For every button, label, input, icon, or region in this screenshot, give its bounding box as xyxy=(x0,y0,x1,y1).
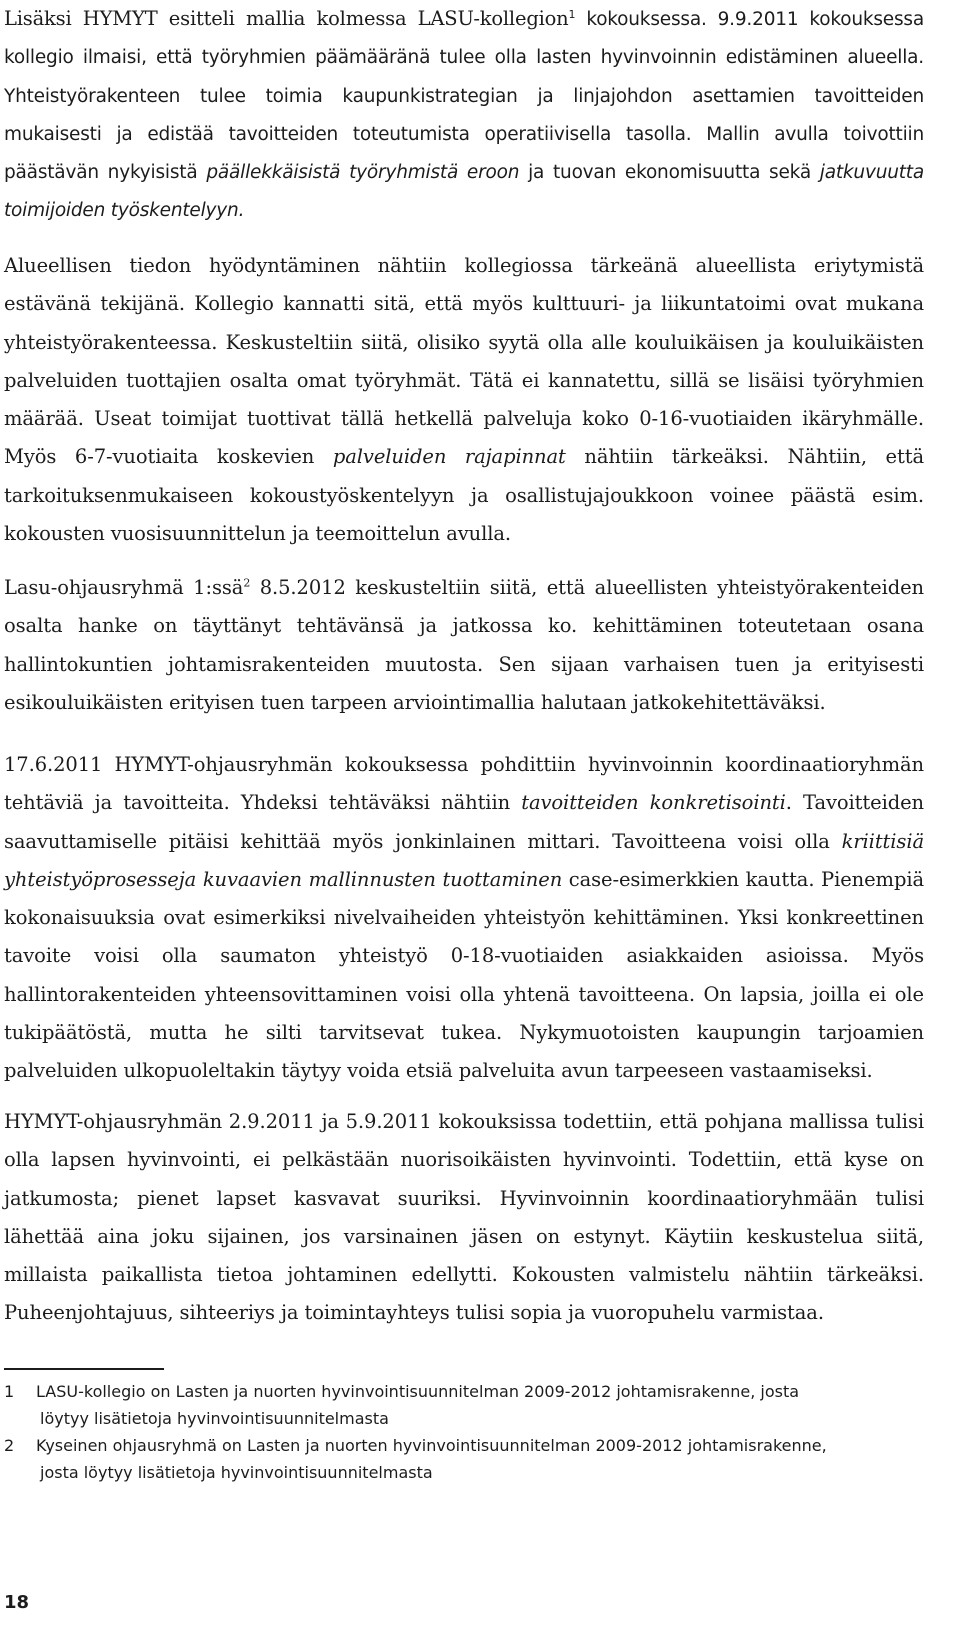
footnotes xyxy=(4,1378,924,1486)
paragraph-text: Alueellisen tiedon hyödyntäminen nähtiin kollegiossa tärkeänä alueellista eriytymistä estävänä tekijänä. Kollegio kannatti sitä, että myös kulttuuri- ja liikuntatoimi ovat mukana yhteistyörakenteessa. Keskusteltiin siitä, olisiko syytä olla alle kouluikäisen ja kouluikäisten palveluiden tuottajien osalta omat työryhmät. Tätä ei kannatettu, sillä se lisäisi työryhmien määrää. Useat toimijat tuottivat tällä hetkellä palveluja koko 0-16-vuotiaiden ikäryhmälle. Myös 6-7-vuotiaita koskevien xyxy=(4,254,924,469)
paragraph-text: Lasu-ohjausryhmä 1:ssä xyxy=(4,576,244,599)
paragraph-text: kokouksessa. 9.9.2011 kokouksessa kollegio ilmaisi, että työryhmien päämääränä tulee olla lasten hyvinvoinnin edistäminen alueella. Yhteistyörakenteen tulee toimia kaupunkistrategian ja linjajohdon asettamien tavoitteiden mukaisesti ja edistää tavoitteiden toteutumista operatiivisella tasolla. Mallin avulla toivottiin päästävän nykyisistä xyxy=(4,9,924,184)
emphasized-text: kriittisiä yhteistyöprosesseja kuvaavien mallinnusten tuottaminen xyxy=(4,829,924,891)
paragraph xyxy=(4,569,924,722)
footnote-number: 2 xyxy=(4,1436,15,1455)
footnote-line: Kyseinen ohjausryhmä on Lasten ja nuorten hyvinvointisuunnitelman 2009-2012 johtamisrakenne, xyxy=(36,1436,827,1455)
page-number: 18 xyxy=(4,1592,30,1613)
footnote-item xyxy=(4,1378,924,1432)
footnote-item xyxy=(4,1432,924,1486)
emphasized-text: päällekkäisistä työryhmistä eroon xyxy=(206,162,520,184)
emphasized-text: palveluiden rajapinnat xyxy=(332,445,566,469)
paragraph xyxy=(4,247,924,553)
footnote-line: josta löytyy lisätietoja hyvinvointisuunnitelmasta xyxy=(40,1463,433,1482)
footnote-line: LASU-kollegio on Lasten ja nuorten hyvinvointisuunnitelman 2009-2012 johtamisrakenne, josta xyxy=(36,1382,800,1401)
paragraph-text: case-esimerkkien kautta. Pienempiä kokonaisuuksia ovat esimerkiksi nivelvaiheiden yhteistyön kehittäminen. Yksi konkreettinen tavoite voisi olla saumaton yhteistyö 0-18-vuotiaiden asiakkaiden asioissa. Myös hallintorakenteiden yhteensovittaminen voisi olla yhtenä tavoitteena. On lapsia, joilla ei ole tukipäätöstä, mutta he silti tarvitsevat tukea. Nykymuotoisten kaupungin tarjoamien palveluiden ulkopuoleltakin täytyy voida etsiä palveluita avun tarpeeseen vastaamiseksi. xyxy=(4,867,924,1083)
emphasized-text: jatkuvuutta toimijoiden työskentelyyn. xyxy=(4,162,924,222)
footnote-number: 1 xyxy=(4,1382,15,1401)
footnote-text xyxy=(36,1378,924,1432)
paragraph-text: . Tavoitteiden saavuttamiselle pitäisi kehittää myös jonkinlainen mittari. Tavoitteena voisi olla xyxy=(4,791,925,853)
footnote-reference: 2 xyxy=(243,576,251,590)
footnote-line: löytyy lisätietoja hyvinvointisuunnitelmasta xyxy=(40,1409,389,1428)
footnote-divider xyxy=(4,1368,164,1370)
paragraph xyxy=(4,746,924,1091)
paragraph-text: nähtiin tärkeäksi. Nähtiin, että tarkoituksenmukaiseen kokoustyöskentelyyn ja osallistujajoukkoon voinee päästä esim. kokousten vuosisuunnittelun ja teemoittelun avulla. xyxy=(4,445,924,546)
footnote-text xyxy=(36,1432,924,1486)
paragraph-text: Lisäksi HYMYT esitteli mallia kolmessa LASU-kollegion xyxy=(4,7,569,30)
footnote-reference: 1 xyxy=(568,7,576,21)
paragraph-text: ja tuovan ekonomisuutta sekä xyxy=(519,162,820,184)
emphasized-text: tavoitteiden konkretisointi xyxy=(521,791,786,815)
paragraph-text: 17.6.2011 HYMYT-ohjausryhmän kokouksessa pohdittiin hyvinvoinnin koordinaatioryhmän tehtäviä ja tavoitteita. Yhdeksi tehtäväksi nähtiin xyxy=(4,753,924,815)
paragraph-text: HYMYT-ohjausryhmän 2.9.2011 ja 5.9.2011 kokouksissa todettiin, että pohjana mallissa tulisi olla lapsen hyvinvointi, ei pelkästään nuorisoikäisten hyvinvointi. Todettiin, että kyse on jatkumosta; pienet lapset kasvavat suuriksi. Hyvinvoinnin koordinaatioryhmään tulisi lähettää aina joku sijainen, jos varsinainen jäsen on estynyt. Käytiin keskustelua siitä, millaista paikallista tietoa johtaminen edellytti. Kokousten valmistelu nähtiin tärkeäksi. Puheenjohtajuus, sihteeriys ja toimintayhteys tulisi sopia ja vuoropuhelu varmistaa. xyxy=(4,1110,924,1325)
paragraph xyxy=(4,0,924,231)
paragraph-text: 8.5.2012 keskusteltiin siitä, että alueellisten yhteistyörakenteiden osalta hanke on täyttänyt tehtävänsä ja jatkossa ko. kehittäminen toteutetaan osana hallintokuntien johtamisrakenteiden muutosta. Sen sijaan varhaisen tuen ja erityisesti esikouluikäisten erityisen tuen tarpeen arviointimallia halutaan jatkokehitettäväksi. xyxy=(4,576,924,714)
paragraph xyxy=(4,1103,924,1333)
